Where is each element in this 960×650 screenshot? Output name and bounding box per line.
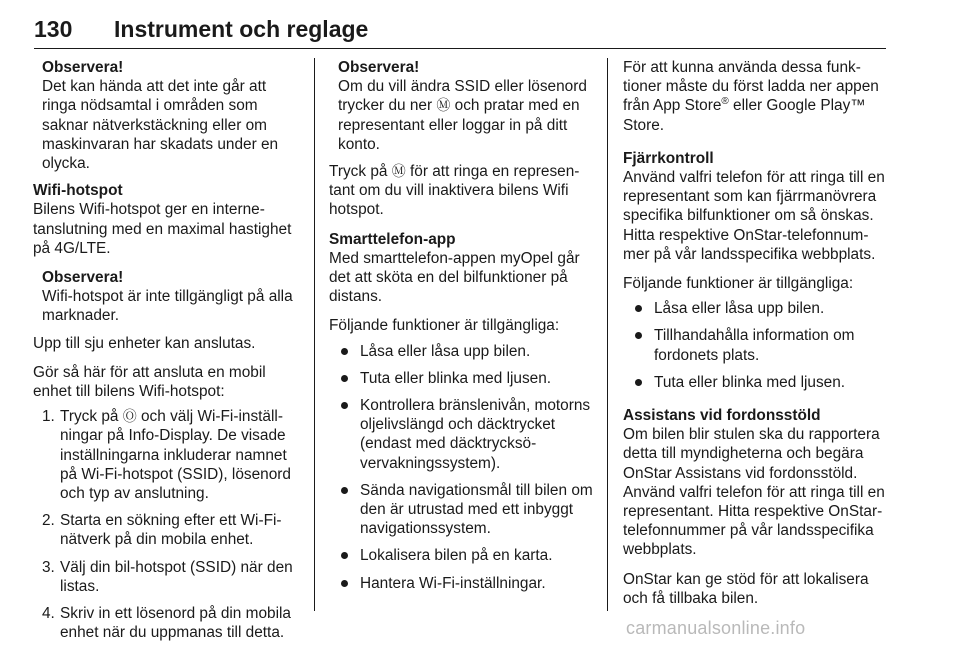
registered-mark: ® <box>721 96 729 108</box>
app-functions-list <box>329 342 595 593</box>
note-ssid: Observera! Om du vill ändra SSID eller lösenord trycker du ner Ⓜ och pratar med en representant eller loggar in på ditt konto. <box>329 58 595 154</box>
bullet-icon <box>341 348 348 355</box>
app-section <box>329 230 595 307</box>
onstar-icon: Ⓜ <box>391 163 406 180</box>
note-text: Wifi-hotspot är inte tillgängligt på alla marknader. <box>42 288 293 325</box>
onstar-icon: Ⓜ <box>436 97 451 114</box>
list-item: Tuta eller blinka med ljusen. <box>623 373 889 392</box>
column-2 <box>329 58 595 603</box>
column-1 <box>33 58 299 650</box>
note-availability <box>33 268 299 326</box>
section-heading-remote-control: Fjärrkontroll <box>623 149 714 167</box>
column-divider-1 <box>314 58 315 611</box>
bullet-icon <box>635 332 642 339</box>
remote-section <box>623 149 889 264</box>
bullet-icon <box>341 580 348 587</box>
bullet-icon <box>635 305 642 312</box>
list-item: 2. Starta en sökning efter ett Wi-Fi-nätverk på din mobila enhet. <box>42 512 282 549</box>
steps-list <box>33 407 299 642</box>
paragraph-download-app: För att kunna använda dessa funktioner måste du först ladda ner appen från App Store® eller Google Play™ Store. <box>623 59 879 134</box>
list-item: 1. Tryck på Ⓞ och välj Wi-Fi-inställningar på Info-Display. De visade inställningarna inkluderar namnet på Wi-Fi-hotspot (SSID), lösenord och typ av anslutning. <box>42 408 291 503</box>
paragraph-functions-intro: Följande funktioner är tillgängliga: <box>329 317 560 335</box>
list-item: Kontrollera bränslenivån, motorns oljelivslängd och däcktrycket (endast med däcktrycksövervakningssystem). <box>329 396 595 473</box>
note-title: Observera! <box>42 59 124 76</box>
column-divider-2 <box>607 58 608 611</box>
bullet-icon <box>341 487 348 494</box>
list-item: Tillhandahålla information om fordonets plats. <box>623 326 889 364</box>
note-text: Det kan hända att det inte går att ringa nödsamtal i områden som saknar nätverkstäckning eller om maskinvaran har skadats under en olycka. <box>42 78 279 173</box>
bullet-icon <box>341 552 348 559</box>
list-item: Hantera Wi-Fi-inställningar. <box>329 574 595 593</box>
section-heading-smartphone-app: Smarttelefon-app <box>329 230 456 248</box>
watermark: carmanualsonline.info <box>626 618 806 638</box>
theft-section <box>623 406 889 560</box>
remote-functions-list <box>623 299 889 392</box>
paragraph-connect-intro: Gör så här för att ansluta en mobil enhet till bilens Wifi-hotspot: <box>33 363 266 401</box>
list-item: Sända navigationsmål till bilen om den är utrustad med ett inbyggt navigationssystem. <box>329 481 595 539</box>
note-title: Observera! <box>42 269 124 287</box>
bullet-icon <box>341 375 348 382</box>
paragraph-functions-intro: Följande funktioner är tillgängliga: <box>623 275 854 293</box>
paragraph-devices: Upp till sju enheter kan anslutas. <box>33 334 256 352</box>
paragraph-remote: Använd valfri telefon för att ringa till en representant som kan fjärrmanövrera specifika bilfunktioner om så önskas. Hitta respektive OnStar-telefonnummer på vår landsspecifika webbplats. <box>623 169 885 263</box>
bullet-icon <box>341 402 348 409</box>
paragraph-final: OnStar kan ge stöd för att lokalisera och få tillbaka bilen. <box>623 570 869 607</box>
list-item: Lokalisera bilen på en karta. <box>329 546 595 565</box>
section-heading-theft-assistance: Assistans vid fordonsstöld <box>623 407 821 425</box>
telephone-icon: Ⓞ <box>122 408 137 425</box>
note-title: Observera! <box>338 59 420 76</box>
paragraph-hotspot: Bilens Wifi-hotspot ger en internetanslutning med en maximal hastighet på 4G/LTE. <box>33 201 292 257</box>
paragraph-app: Med smarttelefon-appen myOpel går det att sköta en del bilfunktioner på distans. <box>329 249 580 306</box>
column-3 <box>623 58 889 618</box>
section-heading-wifi-hotspot: Wifi-hotspot <box>33 182 123 200</box>
note-emergency <box>33 58 299 173</box>
bullet-icon <box>635 379 642 386</box>
paragraph-deactivate: Tryck på Ⓜ för att ringa en representant om du vill inaktivera bilens Wifi hotspot. <box>329 163 580 219</box>
list-item: Tuta eller blinka med ljusen. <box>329 369 595 388</box>
hotspot-section <box>33 181 299 258</box>
list-item: Låsa eller låsa upp bilen. <box>623 299 889 318</box>
chapter-title: Instrument och reglage <box>114 16 369 42</box>
list-item: 3. Välj din bil-hotspot (SSID) när den listas. <box>42 558 293 595</box>
list-item: 4. Skriv in ett lösenord på din mobila enhet när du uppmanas till detta. <box>42 605 291 642</box>
paragraph-theft: Om bilen blir stulen ska du rapportera detta till myndigheterna och begära OnStar Assistans vid fordonsstöld. Använd valfri telefon för att ringa till en representant. Hitta respektive OnStar-telefonnummer på vår landsspecifika webbplats. <box>623 426 885 559</box>
list-item: Låsa eller låsa upp bilen. <box>329 342 595 361</box>
page-header <box>34 10 886 49</box>
page-number: 130 <box>34 16 73 42</box>
